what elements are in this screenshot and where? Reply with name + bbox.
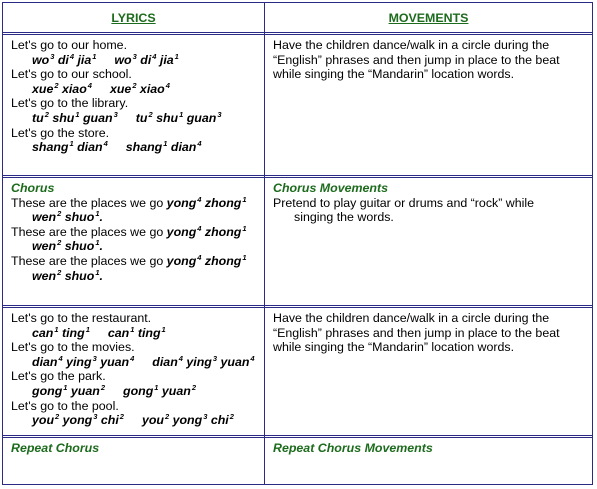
pinyin-word: xue$^2$ xiao$^4$ (109, 80, 170, 96)
verse2-pinyin-line (11, 384, 261, 399)
repeat-chorus-movements-label: Repeat Chorus Movements (273, 441, 433, 455)
row-divider (3, 437, 592, 438)
row-divider (3, 177, 592, 178)
chorus-pinyin-line (11, 210, 261, 225)
pinyin-word: can$^1$ ting$^1$ (32, 324, 90, 340)
chorus-pinyin-line (11, 239, 261, 254)
chorus-pinyin: yong$^4$ zhong$^1$ (166, 194, 247, 210)
chorus-line: These are the places we go yong$^4$ zhong$^1$ (11, 223, 247, 239)
pinyin-word: shang$^1$ dian$^4$ (32, 139, 108, 155)
verse2-english-line: Let's go to the pool. (11, 398, 119, 413)
chorus-pinyin: wen$^2$ shuo$^1$. (32, 209, 103, 225)
chorus-line: These are the places we go yong$^4$ zhong$^1$ (11, 194, 247, 210)
repeat-chorus (11, 441, 261, 456)
verse1-movement (273, 38, 589, 82)
verse1-english-line: Let's go the store. (11, 125, 110, 140)
pinyin-word: $wo^3$ $di^4$ jia$^1$ (32, 51, 97, 67)
chorus-movement-line2: singing the words. (294, 210, 394, 225)
verse2-english-line: Let's go the park. (11, 369, 106, 384)
chorus-lines (11, 196, 261, 284)
row-divider (3, 175, 592, 176)
row-divider (3, 32, 592, 33)
repeat-chorus-label: Repeat Chorus (11, 441, 100, 455)
verse2-pinyin-line (11, 413, 261, 428)
chorus-title: Chorus (11, 181, 55, 195)
lyrics-movements-table (2, 2, 593, 485)
pinyin-word: gong$^1$ yuan$^2$ (32, 382, 105, 398)
row-divider (3, 34, 592, 35)
column-divider (264, 3, 265, 484)
verse1-english-line: Let's go to the library. (11, 96, 129, 111)
verse1-english-line: Let's go to our school. (11, 67, 132, 82)
chorus-line: These are the places we go yong$^4$ zhong$^1$ (11, 252, 247, 268)
verse2-english-line: Let's go to the restaurant. (11, 311, 152, 325)
pinyin-word: dian$^4$ ying$^3$ yuan$^4$ (32, 353, 135, 369)
pinyin-word: $tu^2$ shu$^1$ guan$^3$ (32, 109, 118, 125)
verse2-lyrics (11, 311, 261, 428)
chorus-pinyin-line (11, 269, 261, 284)
verse1-pinyin-line (11, 140, 261, 155)
chorus-pinyin: wen$^2$ shuo$^1$. (32, 267, 103, 283)
verse2-english-line: Let's go to the movies. (11, 340, 135, 355)
pinyin-word: you$^2$ yong$^3$ chi$^2$ (32, 412, 124, 428)
pinyin-word: $wo^3$ $di^4$ jia$^1$ (114, 51, 179, 67)
verse1-pinyin-line (11, 82, 261, 97)
verse2-lines (11, 311, 261, 428)
movements-header: MOVEMENTS (388, 10, 469, 25)
chorus-movement-line1: Pretend to play guitar or drums and “rock” while (273, 195, 535, 210)
chorus-pinyin: yong$^4$ zhong$^1$ (166, 223, 247, 239)
row-divider (3, 307, 592, 308)
pinyin-word: $tu^2$ shu$^1$ guan$^3$ (135, 109, 222, 125)
chorus-pinyin: yong$^4$ zhong$^1$ (166, 252, 247, 268)
pinyin-word: you$^2$ yong$^3$ chi$^2$ (141, 412, 234, 428)
row-divider (3, 305, 592, 306)
chorus-movement (273, 181, 589, 225)
verse2-pinyin-line (11, 355, 261, 370)
verse1-english-line: Let's go to our home. (11, 38, 128, 52)
verse2-pinyin-line (11, 326, 261, 341)
verse2-movement (273, 311, 589, 355)
chorus-movement-title: Chorus Movements (273, 181, 388, 195)
lyrics-header: LYRICS (111, 10, 156, 25)
chorus-lyrics (11, 181, 261, 283)
verse1-movement-text: Have the children dance/walk in a circle during the “English” phrases and then jump in place to the beat while singing the “Mandarin” location words. (273, 38, 560, 82)
pinyin-word: can$^1$ ting$^1$ (107, 324, 166, 340)
pinyin-word: dian$^4$ ying$^3$ yuan$^4$ (152, 353, 255, 369)
repeat-chorus-movements (273, 441, 589, 456)
verse1-pinyin-line (11, 111, 261, 126)
pinyin-word: xue$^2$ xiao$^4$ (32, 80, 92, 96)
pinyin-word: gong$^1$ yuan$^2$ (123, 382, 196, 398)
chorus-pinyin: wen$^2$ shuo$^1$. (32, 238, 103, 254)
verse1-lyrics (11, 38, 261, 155)
verse2-movement-text: Have the children dance/walk in a circle during the “English” phrases and then jump in place to the beat while singing the “Mandarin” location words. (273, 311, 560, 355)
verse1-lines (11, 38, 261, 155)
row-divider (3, 435, 592, 436)
verse1-pinyin-line (11, 53, 261, 68)
pinyin-word: shang$^1$ dian$^4$ (125, 139, 202, 155)
